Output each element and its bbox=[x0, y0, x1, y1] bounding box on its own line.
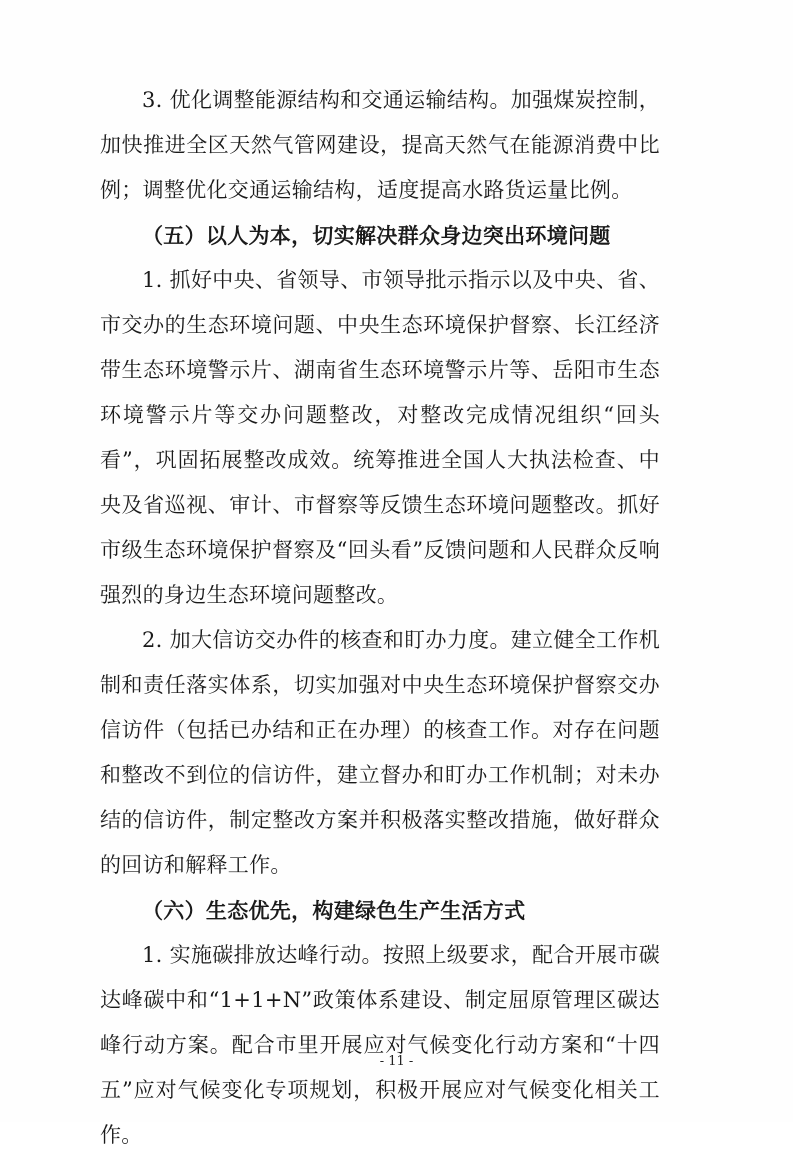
paragraph-energy-structure: 3. 优化调整能源结构和交通运输结构。加强煤炭控制，加快推进全区天然气管网建设，提高天然气在能源消费中比例；调整优化交通运输结构，适度提高水路货运量比例。 bbox=[100, 88, 660, 202]
paragraph-carbon-peak: 1. 实施碳排放达峰行动。按照上级要求，配合开展市碳达峰碳中和“1+1+N”政策体系建设、制定屈原管理区碳达峰行动方案。配合市里开展应对气候变化行动方案和“十四五”应对气候变化专项规划，积极开展应对气候变化相关工作。 bbox=[100, 943, 660, 1147]
paragraph-rectification: 1. 抓好中央、省领导、市领导批示指示以及中央、省、市交办的生态环境问题、中央生态环境保护督察、长江经济带生态环境警示片、湖南省生态环境警示片等、岳阳市生态环境警示片等交办问题整改，对整改完成情况组织“回头看”，巩固拓展整改成效。统筹推进全国人大执法检查、中央及省巡视、审计、市督察等反馈生态环境问题整改。抓好市级生态环境保护督察及“回头看”反馈问题和人民群众反响强烈的身边生态环境问题整改。 bbox=[100, 268, 660, 607]
section-heading-five: （五）以人为本，切实解决群众身边突出环境问题 bbox=[142, 223, 611, 248]
page-number: - 11 - bbox=[379, 1054, 414, 1069]
section-heading-six: （六）生态优先，构建绿色生产生活方式 bbox=[142, 898, 526, 923]
document-body bbox=[100, 78, 660, 1158]
paragraph-petition-handling: 2. 加大信访交办件的核查和盯办力度。建立健全工作机制和责任落实体系，切实加强对中央生态环境保护督察交办信访件（包括已办结和正在办理）的核查工作。对存在问题和整改不到位的信访件，建立督办和盯办工作机制；对未办结的信访件，制定整改方案并积极落实整改措施，做好群众的回访和解释工作。 bbox=[100, 628, 660, 877]
